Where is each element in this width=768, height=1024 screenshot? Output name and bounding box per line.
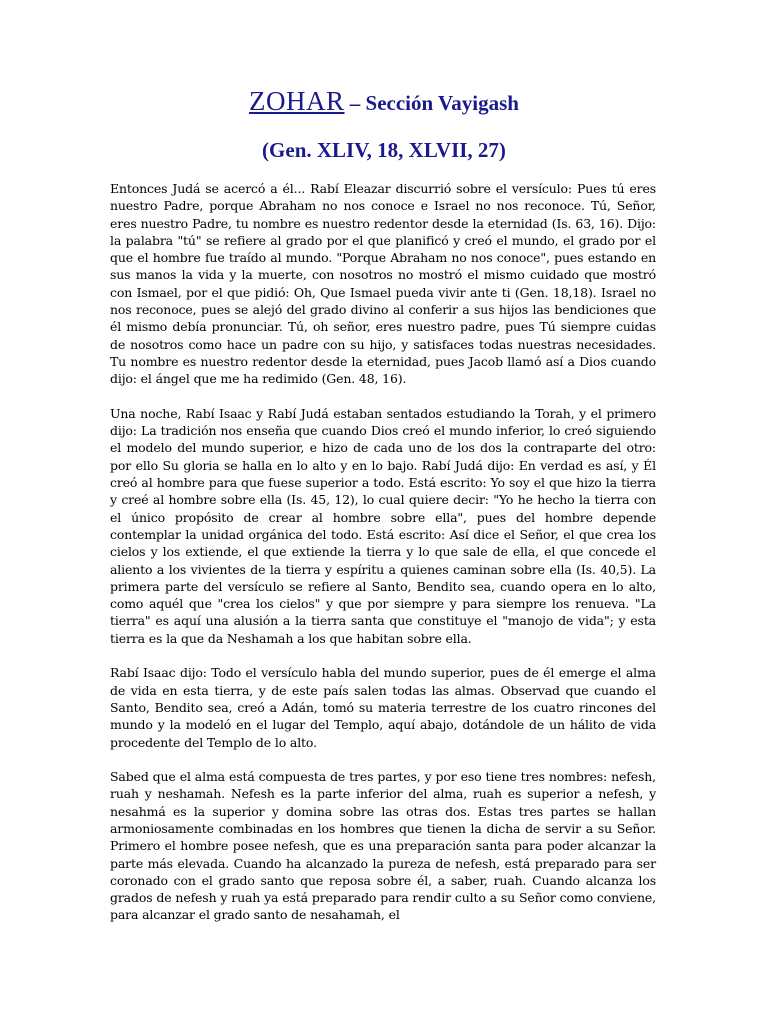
paragraph-1: Entonces Judá se acercó a él... Rabí Eleazar discurrió sobre el versículo: Pues tú eres nuestro Padre, porque Abraham no nos conoce e Israel no nos reconoce. Tú, Señor, eres nuestro Padre, tu nombre es nuestro redentor desde la eternidad (Is. 63, 16). Dijo: la palabra "tú" se refiere al grado por el que planificó y creó el mundo, el grado por el que el hombre fue traído al mundo. "Porque Abraham no nos conoce", pues estando en sus manos la vida y la muerte, con nosotros no mostró el mismo cuidado que mostró con Ismael, por el que pidió: Oh, Que Ismael pueda vivir ante ti (Gen. 18,18). Israel no nos reconoce, pues se alejó del grado divino al conferir a sus hijos las bendiciones que él mismo debía pronunciar. Tú, oh señor, eres nuestro padre, pues Tú siempre cuidas de nosotros como hace un padre con su hijo, y satisfaces todas nuestras necesidades. Tu nombre es nuestro redentor desde la eternidad, pues Jacob llamó así a Dios cuando dijo: el ángel que me ha redimido (Gen. 48, 16).	[110, 181, 656, 387]
document-title	[0, 86, 768, 117]
paragraph-4: Sabed que el alma está compuesta de tres partes, y por eso tiene tres nombres: nefesh, ruah y neshamah. Nefesh es la parte inferior del alma, ruah es superior a nefesh, y nesahmá es la superior y domina sobre las otras dos. Estas tres partes se hallan armoniosamente combinadas en los hombres que tienen la dicha de servir a su Señor. Primero el hombre posee nefesh, que es una preparación santa para poder alcanzar la parte más elevada. Cuando ha alcanzado la pureza de nefesh, está preparado para ser coronado con el grado santo que reposa sobre él, a saber, ruah. Cuando alcanza los grados de nefesh y ruah ya está preparado para rendir culto a su Señor como conviene, para alcanzar el grado santo de nesahamah, el	[110, 769, 656, 923]
document-body	[110, 180, 656, 941]
paragraph-2: Una noche, Rabí Isaac y Rabí Judá estaban sentados estudiando la Torah, y el primero dijo: La tradición nos enseña que cuando Dios creó el mundo inferior, lo creó siguiendo el modelo del mundo superior, e hizo de cada uno de los dos la contraparte del otro: por ello Su gloria se halla en lo alto y en lo bajo. Rabí Judá dijo: En verdad es así, y Él creó al hombre para que fuese superior a todo. Está escrito: Yo soy el que hizo la tierra y creé al hombre sobre ella (Is. 45, 12), lo cual quiere decir: "Yo he hecho la tierra con el único propósito de crear al hombre sobre ella", pues del hombre depende contemplar la unidad orgánica del todo. Está escrito: Así dice el Señor, el que crea los cielos y los extiende, el que extiende la tierra y lo que sale de ella, el que concede el aliento a los vivientes de la tierra y espíritu a quienes caminan sobre ella (Is. 40,5). La primera parte del versículo se refiere al Santo, Bendito sea, cuando opera en lo alto, como aquél que "crea los cielos" y que por siempre y para siempre los renueva. "La tierra" es aquí una alusión a la tierra santa que constituye el "manojo de vida"; y esta tierra es la que da Neshamah a los que habitan sobre ella.	[110, 405, 656, 646]
scripture-reference: (Gen. XLIV, 18, XLVII, 27)	[262, 138, 506, 162]
paragraph-3: Rabí Isaac dijo: Todo el versículo habla del mundo superior, pues de él emerge el alma de vida en esta tierra, y de este país salen todas las almas. Observad que cuando el Santo, Bendito sea, creó a Adán, tomó su materia terrestre de los cuatro rincones del mundo y la modeló en el lugar del Templo, aquí abajo, dotándole de un hálito de vida procedente del Templo de lo alto.	[110, 665, 656, 750]
title-zohar: ZOHAR	[249, 86, 345, 116]
title-section: – Sección Vayigash	[344, 91, 519, 115]
